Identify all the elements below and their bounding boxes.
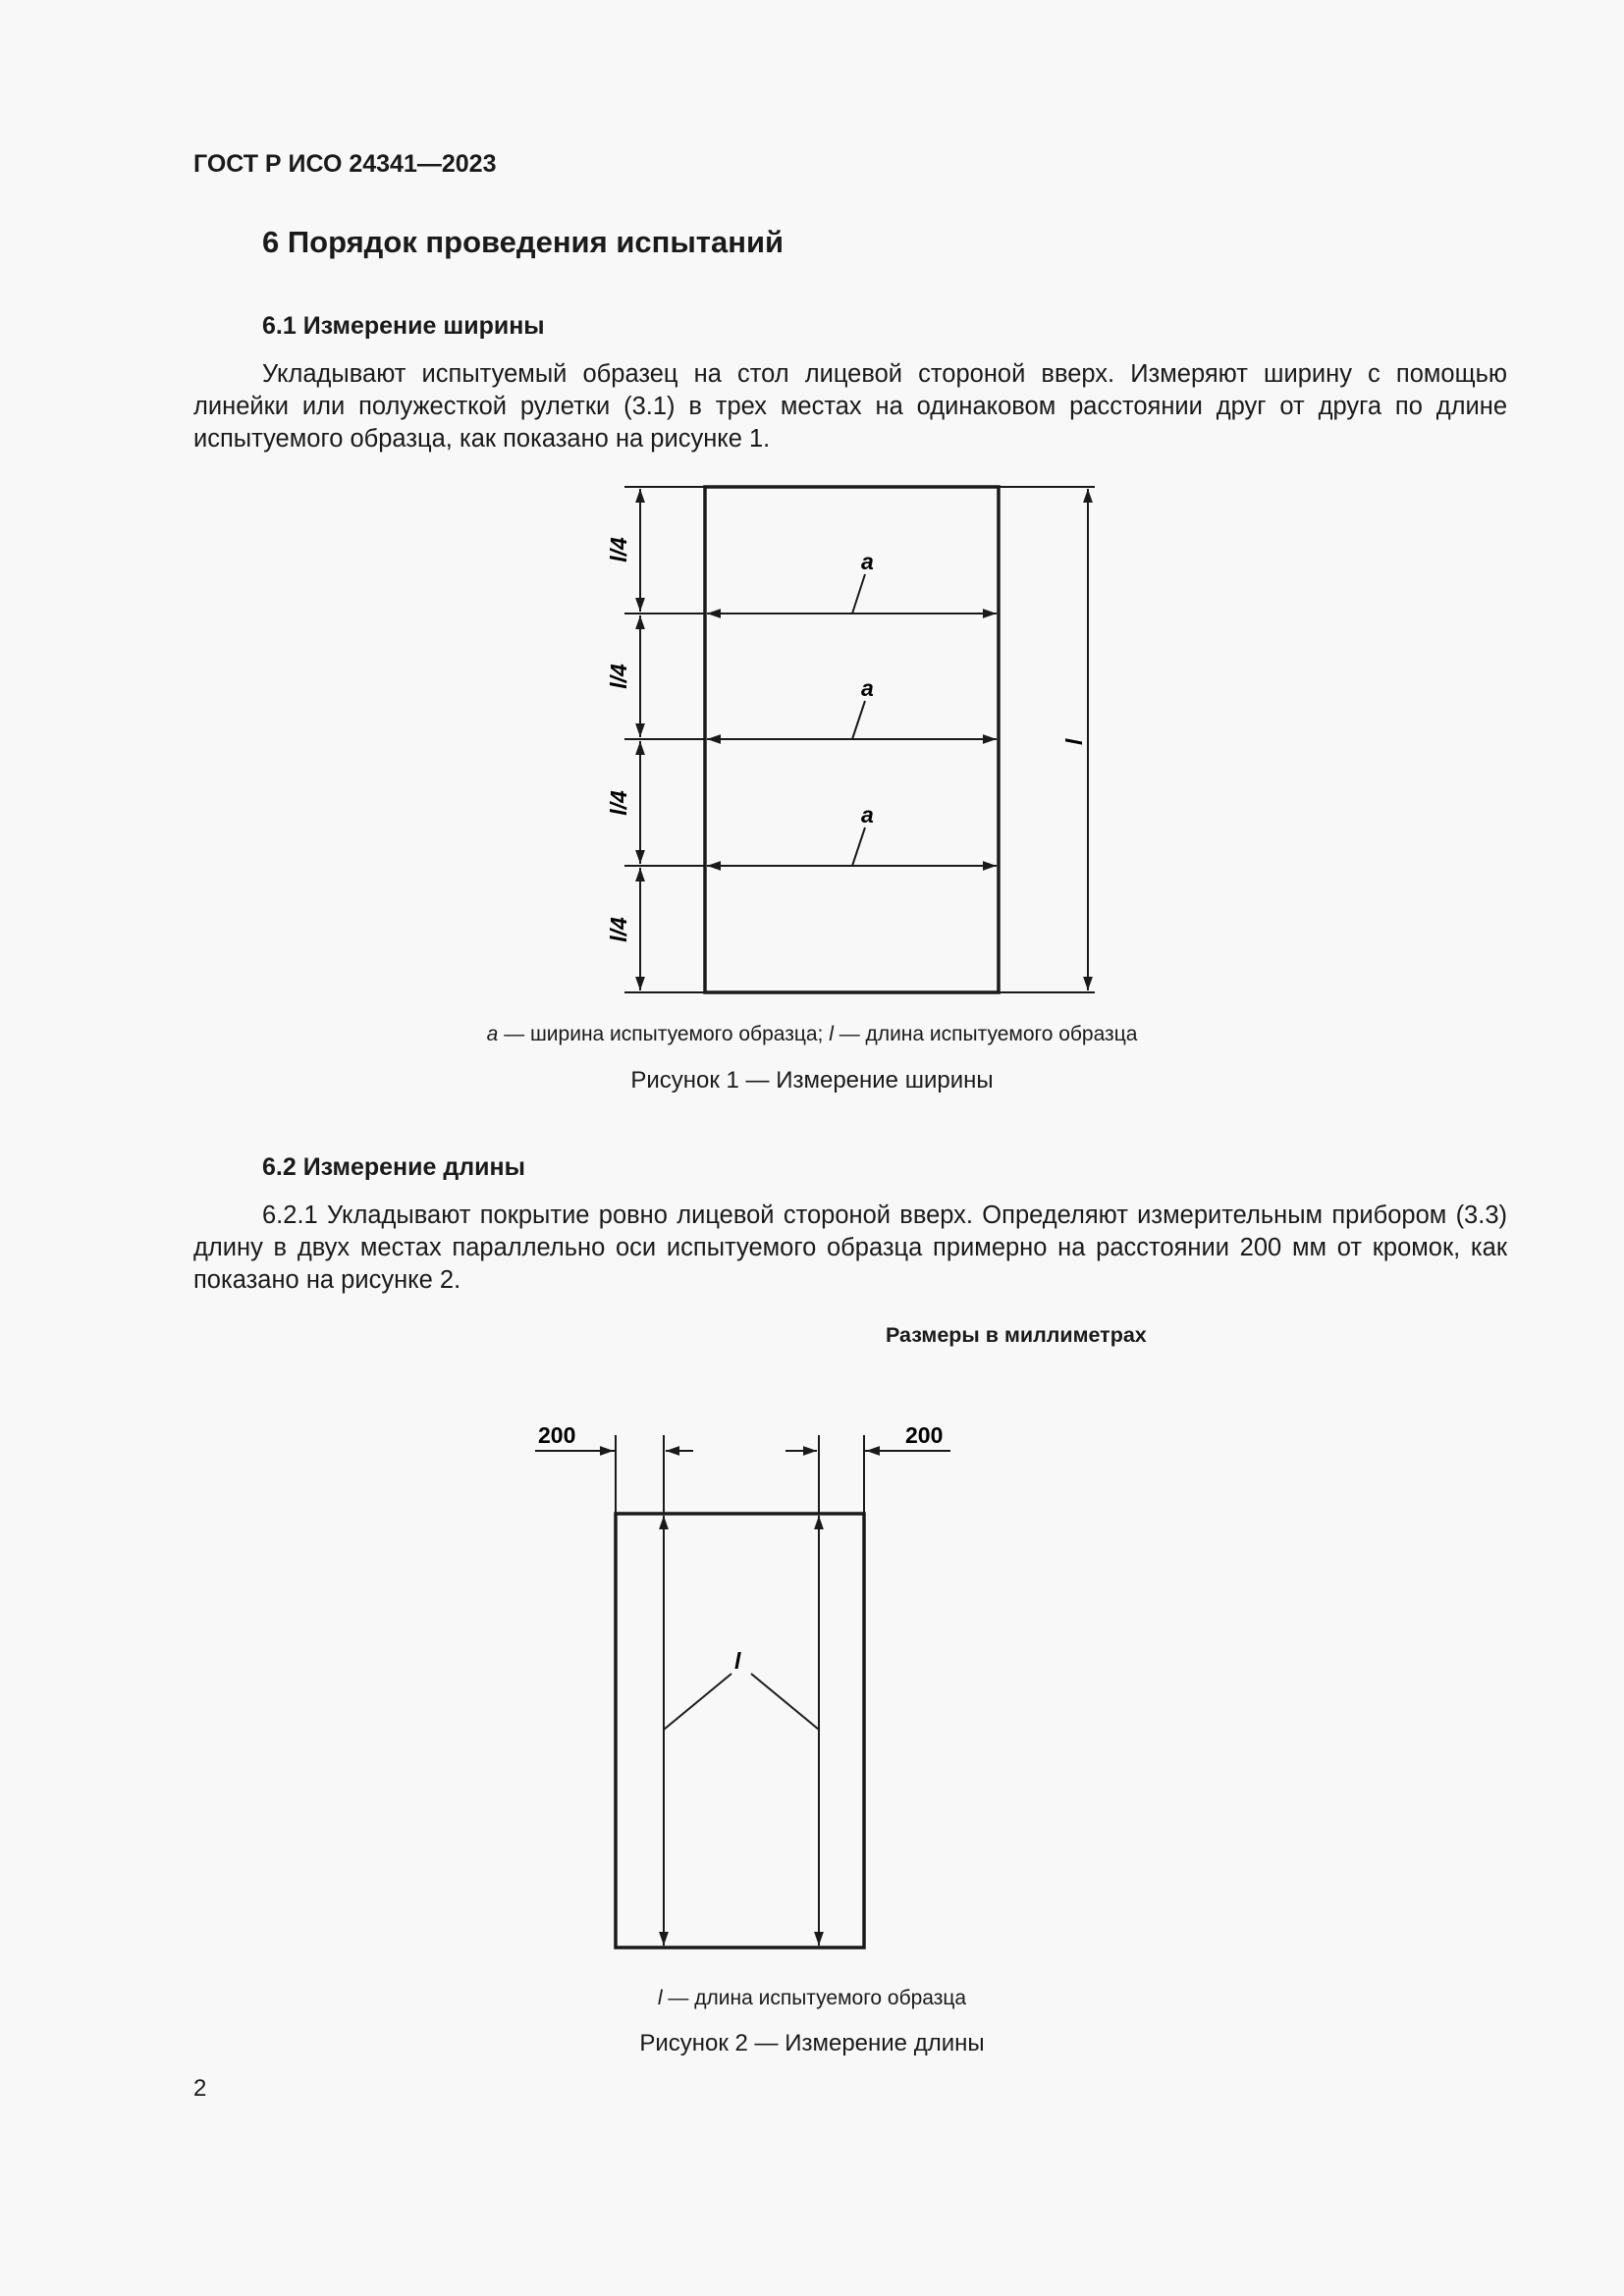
- specimen-rect: [616, 1514, 864, 1948]
- width-label-3: a: [861, 802, 874, 828]
- dimensions-note: Размеры в миллиметрах: [886, 1323, 1147, 1347]
- dim-label-right: 200: [905, 1422, 944, 1448]
- paragraph-width-text: Укладывают испытуемый образец на стол лицевой стороной вверх. Измеряют ширину с помощью линейки или полужесткой рулетки (3.1) в трех местах на одинаковом расстоянии друг от друга по длине испытуемого образца, как показано на рисунке 1.: [193, 360, 1507, 453]
- length-label: l: [1060, 737, 1086, 745]
- paragraph-length: [193, 1200, 1507, 1297]
- width-label-1: a: [861, 549, 874, 574]
- page-number: 2: [193, 2075, 207, 2102]
- figure-2-legend: l — длина испытуемого образца: [657, 1987, 967, 2009]
- length-label: l: [734, 1648, 741, 1674]
- document-header: ГОСТ Р ИСО 24341—2023: [193, 150, 497, 178]
- quarter-label-4: l/4: [606, 917, 631, 942]
- figure-2-caption: Рисунок 2 — Измерение длины: [639, 2030, 985, 2056]
- figure-1-legend: a — ширина испытуемого образца; l — длина испытуемого образца: [486, 1023, 1138, 1045]
- dim-label-left: 200: [538, 1422, 576, 1448]
- figure-2-length-diagram: [520, 1404, 982, 1963]
- quarter-label-3: l/4: [606, 790, 631, 816]
- paragraph-width: [193, 358, 1507, 455]
- quarter-label-1: l/4: [606, 537, 631, 562]
- figure-1-width-diagram: [569, 471, 1119, 1001]
- subsection-title-length: 6.2 Измерение длины: [262, 1153, 525, 1181]
- quarter-label-2: l/4: [606, 664, 631, 689]
- width-label-2: a: [861, 675, 874, 701]
- paragraph-length-text: 6.2.1 Укладывают покрытие ровно лицевой стороной вверх. Определяют измерительным прибором (3.3) длину в двух местах параллельно оси испытуемого образца примерно на расстоянии 200 мм от кромок, как показано на рисунке 2.: [193, 1201, 1507, 1294]
- subsection-title-width: 6.1 Измерение ширины: [262, 312, 545, 340]
- figure-1-caption: Рисунок 1 — Измерение ширины: [630, 1067, 994, 1094]
- section-title: 6 Порядок проведения испытаний: [262, 225, 785, 259]
